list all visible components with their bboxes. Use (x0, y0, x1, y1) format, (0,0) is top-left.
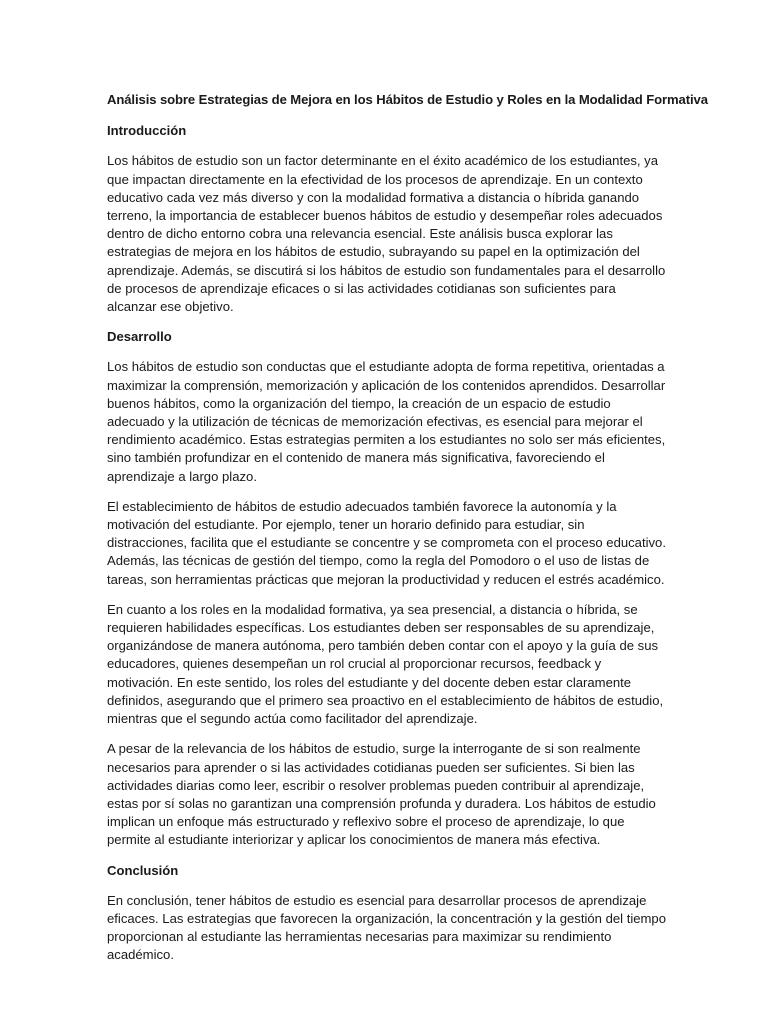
paragraph: Los hábitos de estudio son conductas que el estudiante adopta de forma repetitiva, orientadas a maximizar la comprensión, memorización y aplicación de los contenidos aprendidos. Desarrollar buenos hábitos, como la organización del tiempo, la creación de un espacio de estudio adecuado y la utilización de técnicas de memorización efectivas, es esencial para mejorar el rendimiento académico. Estas estrategias permiten a los estudiantes no solo ser más eficientes, sino también profundizar en el contenido de manera más significativa, favoreciendo el aprendizaje a largo plazo. (107, 359, 666, 484)
section-heading: Desarrollo (107, 329, 172, 345)
section-heading: Introducción (107, 123, 187, 139)
section-heading: Conclusión (107, 862, 179, 878)
section-introduccion (107, 122, 667, 316)
paragraph: En cuanto a los roles en la modalidad formativa, ya sea presencial, a distancia o híbrida, se requieren habilidades específicas. Los estudiantes deben ser responsables de su aprendizaje, organizándose de manera autónoma, pero también deben contar con el apoyo y la guía de sus educadores, quienes desempeñan un rol crucial al proporcionar recursos, feedback y motivación. En este sentido, los roles del estudiante y del docente deben estar claramente definidos, asegurando que el primero sea proactivo en el establecimiento de hábitos de estudio, mientras que el segundo actúa como facilitador del aprendizaje. (107, 601, 664, 727)
paragraph: A pesar de la relevancia de los hábitos de estudio, surge la interrogante de si son realmente necesarios para aprender o si las actividades cotidianas pueden ser suficientes. Si bien las actividades diarias como leer, escribir o resolver problemas pueden contribuir al aprendizaje, estas por sí solas no garantizan una comprensión profunda y duradera. Los hábitos de estudio implican un enfoque más estructurado y reflexivo sobre el proceso de aprendizaje, lo que permite al estudiante interiorizar y aplicar los conocimientos de manera más efectiva. (107, 741, 656, 848)
paragraph: En conclusión, tener hábitos de estudio es esencial para desarrollar procesos de aprendizaje eficaces. Las estrategias que favorecen la organización, la concentración y la gestión del tiempo proporcionan al estudiante las herramientas necesarias para maximizar su rendimiento académico. (107, 892, 666, 963)
paragraph: Los hábitos de estudio son un factor determinante en el éxito académico de los estudiantes, ya que impactan directamente en la efectividad de los procesos de aprendizaje. En un contexto educativo cada vez más diverso y con la modalidad formativa a distancia o híbrida ganando terreno, la importancia de establecer buenos hábitos de estudio y desempeñar roles adecuados dentro de dicho entorno cobra una relevancia esencial. Este análisis busca explorar las estrategias de mejora en los hábitos de estudio, subrayando su papel en la optimización del aprendizaje. Además, se discutirá si los hábitos de estudio son fundamentales para el desarrollo de procesos de aprendizaje eficaces o si las actividades cotidianas son suficientes para alcanzar ese objetivo. (107, 153, 666, 315)
section-conclusion (107, 862, 667, 965)
paragraph: El establecimiento de hábitos de estudio adecuados también favorece la autonomía y la motivación del estudiante. Por ejemplo, tener un horario definido para estudiar, sin distracciones, facilita que el estudiante se concentre y se comprometa con el proceso educativo. Además, las técnicas de gestión del tiempo, como la regla del Pomodoro o el uso de listas de tareas, son herramientas prácticas que mejoran la productividad y reducen el estrés académico. (107, 498, 666, 587)
section-desarrollo (107, 328, 667, 849)
document-page (107, 91, 708, 977)
document-title: Análisis sobre Estrategias de Mejora en los Hábitos de Estudio y Roles en la Modalidad Formativa (107, 92, 708, 107)
